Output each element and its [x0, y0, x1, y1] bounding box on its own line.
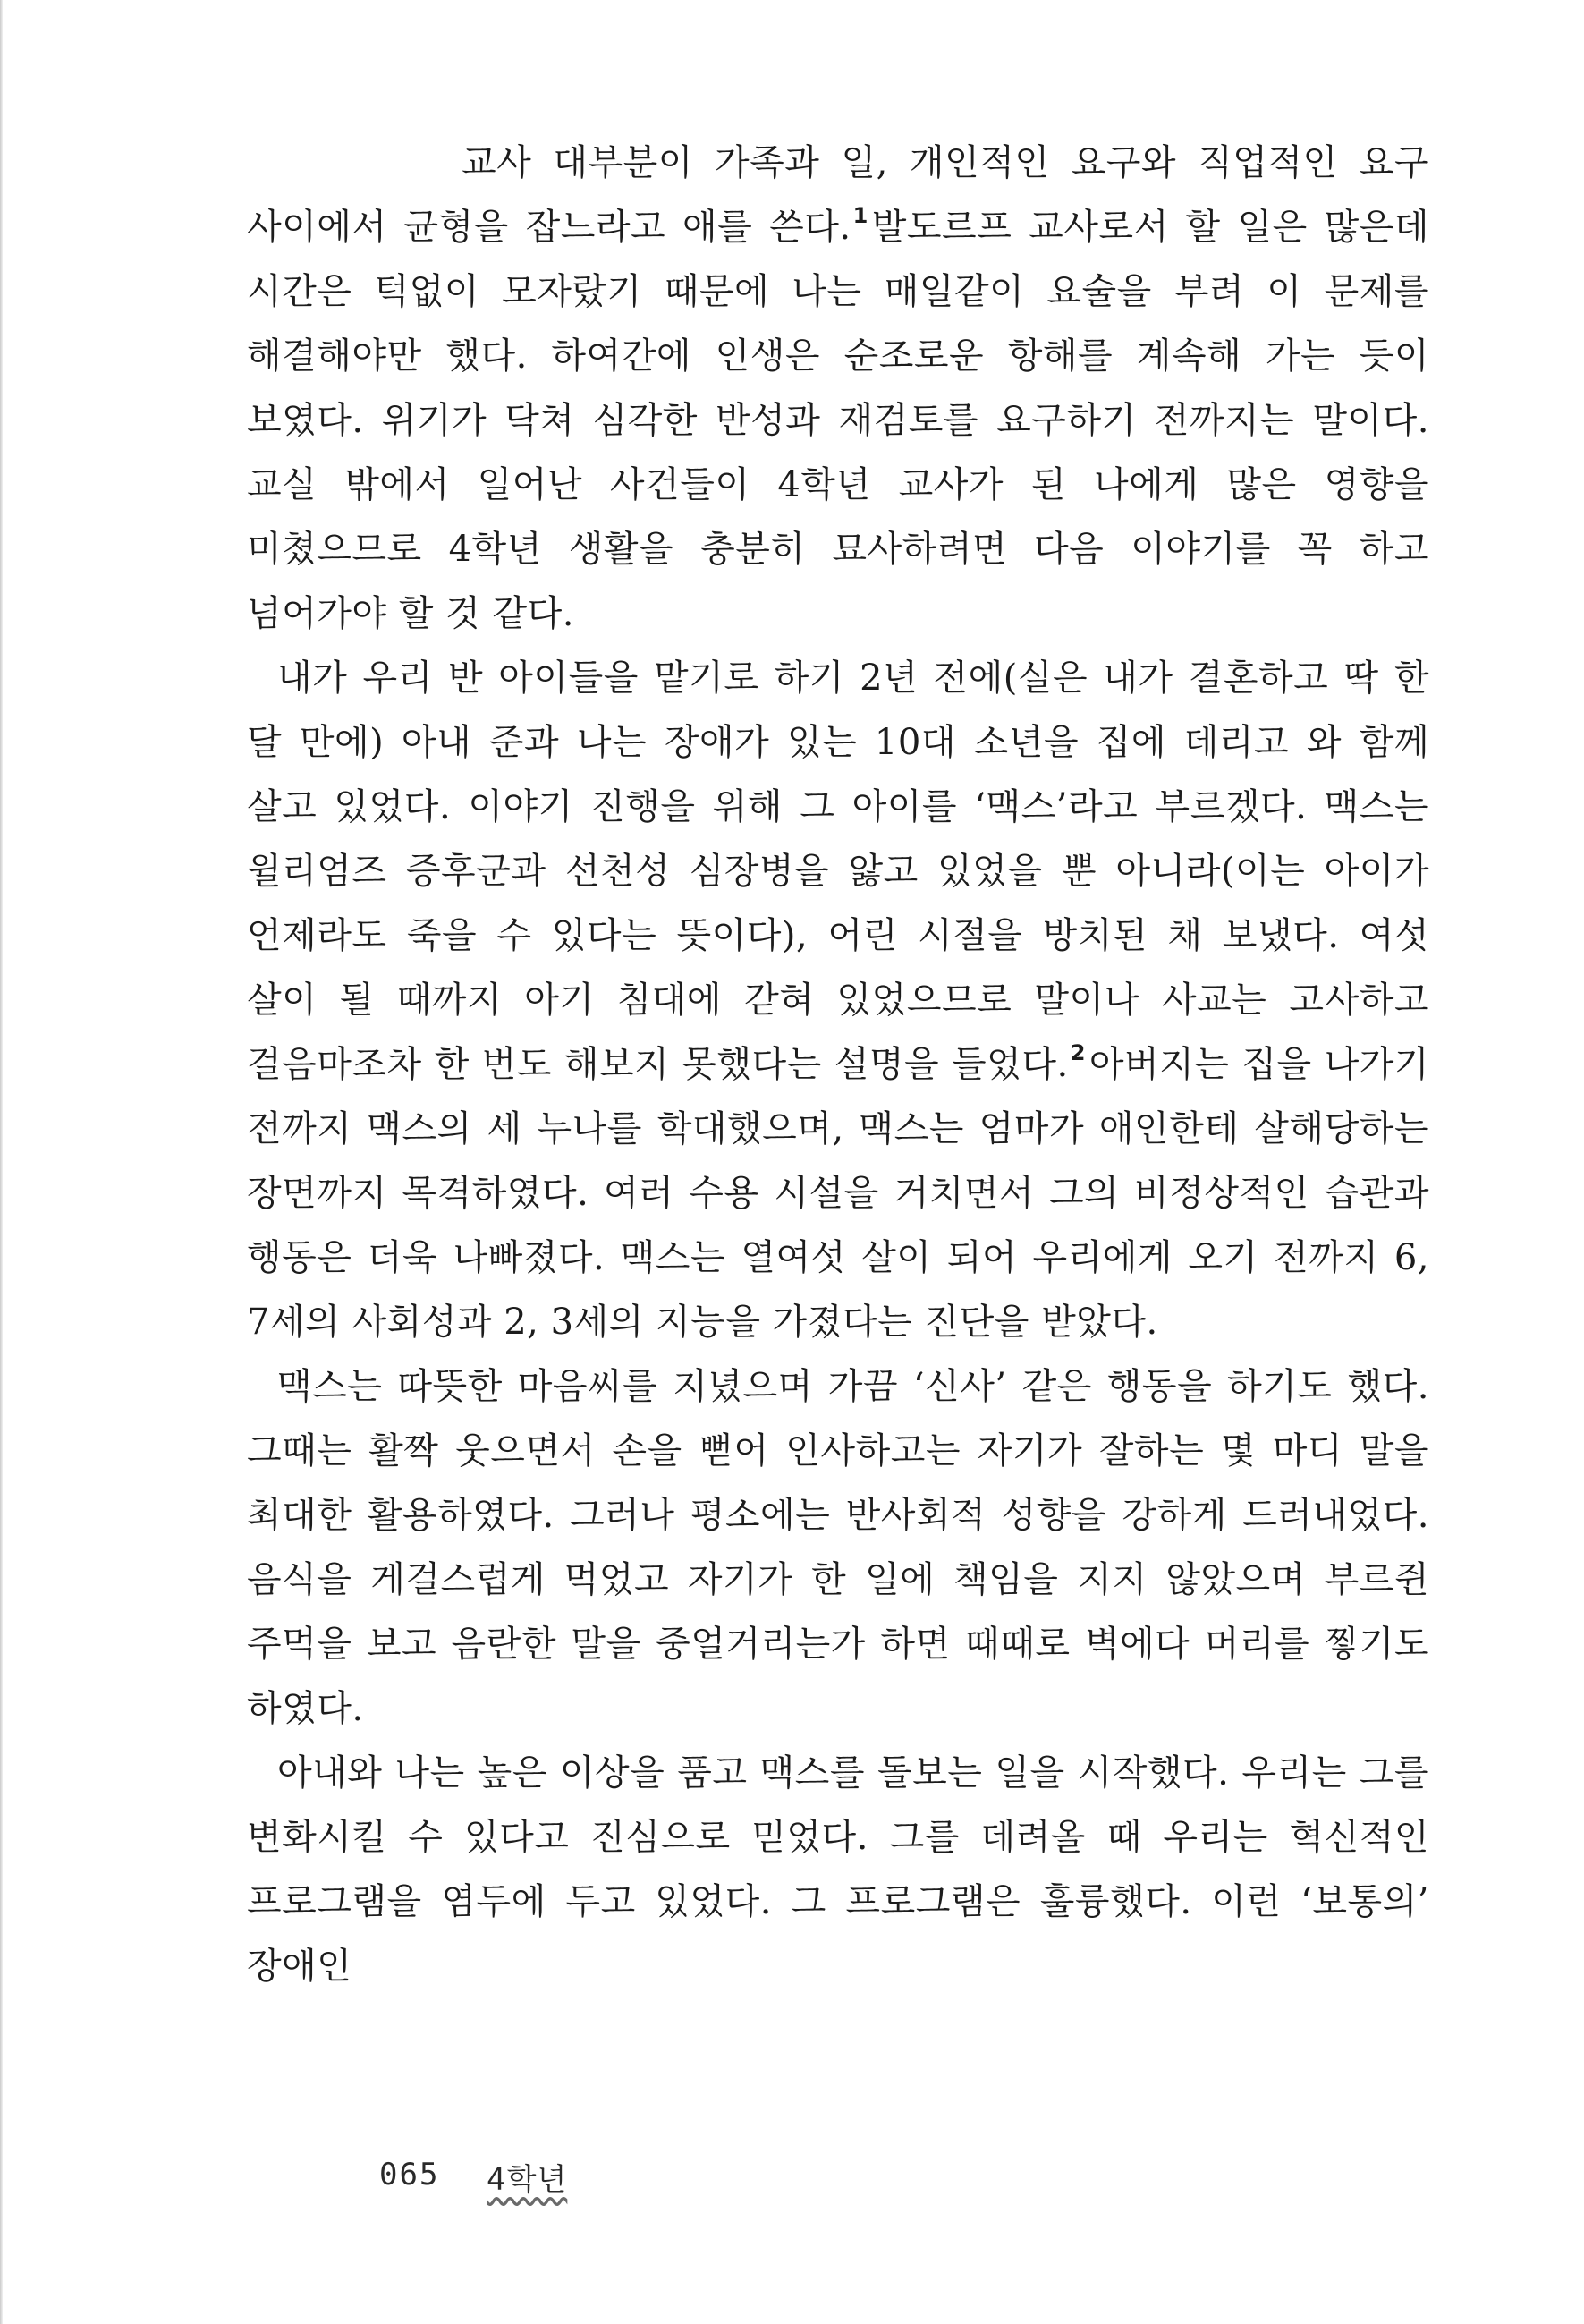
paragraph-text: 맥스는 따뜻한 마음씨를 지녔으며 가끔 ‘신사’ 같은 행동을 하기도 했다. 그때는 활짝 웃으면서 손을 뻗어 인사하고는 자기가 잘하는 몇 마디 말을 최대한 활용하였다. 그러나 평소에는 반사회적 성향을 강하게 드러내었다. 음식을 게걸스럽게 먹었고 자기가 한 일에 책임을 지지 않았으며 부르쥔 주먹을 보고 음란한 말을 중얼거리는가 하면 때때로 벽에다 머리를 찧기도 하였다.	[247, 1366, 1429, 1729]
paragraph-text: 교사 대부분이 가족과 일, 개인적인 요구와 직업적인 요구 사이에서 균형을 잡느라고 애를 쓴다.	[247, 142, 1429, 248]
body-text	[247, 131, 1429, 1998]
paragraph-text: 아내와 나는 높은 이상을 품고 맥스를 돌보는 일을 시작했다. 우리는 그를 변화시킬 수 있다고 진심으로 믿었다. 그를 데려올 때 우리는 혁신적인 프로그램을 염두에 두고 있었다. 그 프로그램은 훌륭했다. 이런 ‘보통의’ 장애인	[247, 1752, 1429, 1987]
paragraph-text: 내가 우리 반 아이들을 맡기로 하기 2년 전에(실은 내가 결혼하고 딱 한 달 만에) 아내 준과 나는 장애가 있는 10대 소년을 집에 데리고 와 함께 살고 있었다. 이야기 진행을 위해 그 아이를 ‘맥스’라고 부르겠다. 맥스는 윌리엄즈 증후군과 선천성 심장병을 앓고 있었을 뿐 아니라(이는 아이가 언제라도 죽을 수 있다는 뜻이다), 어린 시절을 방치된 채 보냈다. 여섯 살이 될 때까지 아기 침대에 갇혀 있었으므로 말이나 사교는 고사하고 걸음마조차 한 번도 해보지 못했다는 설명을 들었다.	[247, 657, 1429, 1085]
footnote-marker-2[interactable]: 2	[1070, 1040, 1086, 1065]
page-number: 065	[379, 2157, 440, 2193]
paragraph-1	[247, 131, 1429, 646]
paragraph-text: 발도르프 교사로서 할 일은 많은데 시간은 턱없이 모자랐기 때문에 나는 매일같이 요술을 부려 이 문제를 해결해야만 했다. 하여간에 인생은 순조로운 항해를 계속해 가는 듯이 보였다. 위기가 닥쳐 심각한 반성과 재검토를 요구하기 전까지는 말이다. 교실 밖에서 일어난 사건들이 4학년 교사가 된 나에게 많은 영향을 미쳤으므로 4학년 생활을 충분히 묘사하려면 다음 이야기를 꼭 하고 넘어가야 할 것 같다.	[247, 207, 1429, 634]
paragraph-text: 아버지는 집을 나가기 전까지 맥스의 세 누나를 학대했으며, 맥스는 엄마가 애인한테 살해당하는 장면까지 목격하였다. 여러 수용 시설을 거치면서 그의 비정상적인 습관과 행동은 더욱 나빠졌다. 맥스는 열여섯 살이 되어 우리에게 오기 전까지 6, 7세의 사회성과 2, 3세의 지능을 가졌다는 진단을 받았다.	[247, 1044, 1429, 1343]
paragraph-2	[247, 646, 1429, 1354]
paragraph-4	[247, 1741, 1429, 1998]
running-head: 4학년	[487, 2162, 568, 2198]
page-edge	[0, 0, 3, 2324]
footnote-marker-1[interactable]: 1	[852, 203, 868, 228]
paragraph-3	[247, 1354, 1429, 1741]
